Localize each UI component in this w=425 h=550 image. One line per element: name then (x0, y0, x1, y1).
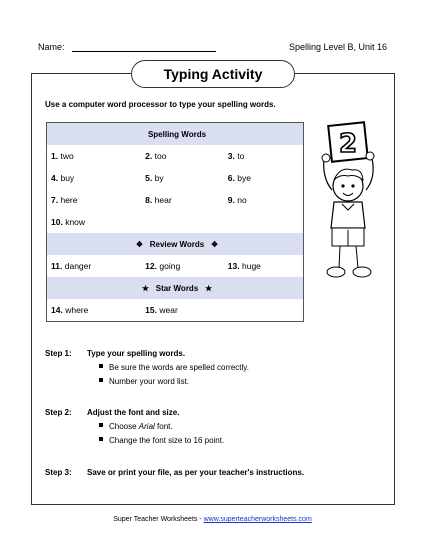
step-label: Step 1: (45, 349, 72, 358)
word-number: 1. (51, 151, 59, 161)
sign-number: 2 (338, 129, 358, 159)
bullet-text: Choose Arial font. (109, 422, 173, 431)
word: hear (154, 195, 172, 205)
page-title: Typing Activity (131, 60, 295, 88)
footer-link[interactable]: www.superteacherworksheets.com (203, 516, 312, 523)
bullet-text: Be sure the words are spelled correctly. (109, 363, 249, 372)
step-title: Adjust the font and size. (87, 408, 180, 417)
step-label: Step 3: (45, 468, 72, 477)
unit-label: Spelling Level B, Unit 16 (288, 42, 387, 52)
word-number: 4. (51, 173, 59, 183)
step-2 (45, 408, 224, 445)
word: huge (242, 261, 261, 271)
star-words-header (47, 277, 304, 299)
table-row (47, 299, 304, 322)
step-1 (45, 349, 249, 386)
word: to (237, 151, 245, 161)
word-number: 11. (51, 261, 63, 271)
word: two (60, 151, 74, 161)
word: here (60, 195, 78, 205)
name-label: Name: (38, 42, 65, 52)
word-number: 2. (145, 151, 153, 161)
step-title: Type your spelling words. (87, 349, 186, 358)
step-label: Step 2: (45, 408, 72, 417)
boy-holding-sign-illustration (312, 118, 386, 288)
table-row (47, 211, 304, 233)
word: going (159, 261, 181, 271)
bullet-icon (99, 423, 103, 427)
word: no (237, 195, 247, 205)
word-number: 13. (227, 261, 240, 271)
word-number: 15. (145, 305, 157, 315)
word: wear (159, 305, 178, 315)
footer-text: Super Teacher Worksheets - (113, 516, 204, 523)
word-number: 5. (145, 173, 153, 183)
star-icon: ★ (204, 283, 213, 293)
word: where (65, 305, 89, 315)
word-number: 14. (51, 305, 63, 315)
bullet-icon (99, 437, 103, 441)
list-item (45, 377, 249, 386)
bullet-icon (99, 378, 103, 382)
diamond-icon: ❖ (210, 239, 219, 249)
word: danger (64, 261, 92, 271)
word-number: 9. (227, 195, 235, 205)
word: bye (237, 173, 251, 183)
diamond-icon: ❖ (135, 239, 144, 249)
review-words-header (47, 233, 304, 255)
spelling-words-header: Spelling Words (47, 123, 304, 146)
word-number: 8. (145, 195, 153, 205)
spelling-table (46, 122, 304, 322)
table-row (47, 189, 304, 211)
list-item (45, 436, 224, 445)
word: know (65, 217, 86, 227)
word-number: 10. (51, 217, 63, 227)
star-words-label: Star Words (155, 283, 199, 293)
word-number: 3. (227, 151, 235, 161)
review-words-label: Review Words (149, 239, 205, 249)
list-item (45, 363, 249, 372)
footer (0, 516, 425, 523)
word-number: 7. (51, 195, 59, 205)
star-icon: ★ (141, 283, 150, 293)
table-row (47, 145, 304, 167)
word: buy (60, 173, 75, 183)
word-number: 12. (145, 261, 157, 271)
table-row (47, 255, 304, 277)
word: too (154, 151, 167, 161)
bullet-text: Number your word list. (109, 377, 190, 386)
name-line (72, 51, 216, 52)
list-item (45, 422, 224, 431)
word-number: 6. (227, 173, 235, 183)
step-title: Save or print your file, as per your teacher's instructions. (87, 468, 305, 477)
instruction-text: Use a computer word processor to type your spelling words. (45, 100, 276, 109)
bullet-icon (99, 364, 103, 368)
table-row (47, 167, 304, 189)
bullet-text: Change the font size to 16 point. (109, 436, 225, 445)
step-3 (45, 468, 304, 477)
word: by (154, 173, 164, 183)
